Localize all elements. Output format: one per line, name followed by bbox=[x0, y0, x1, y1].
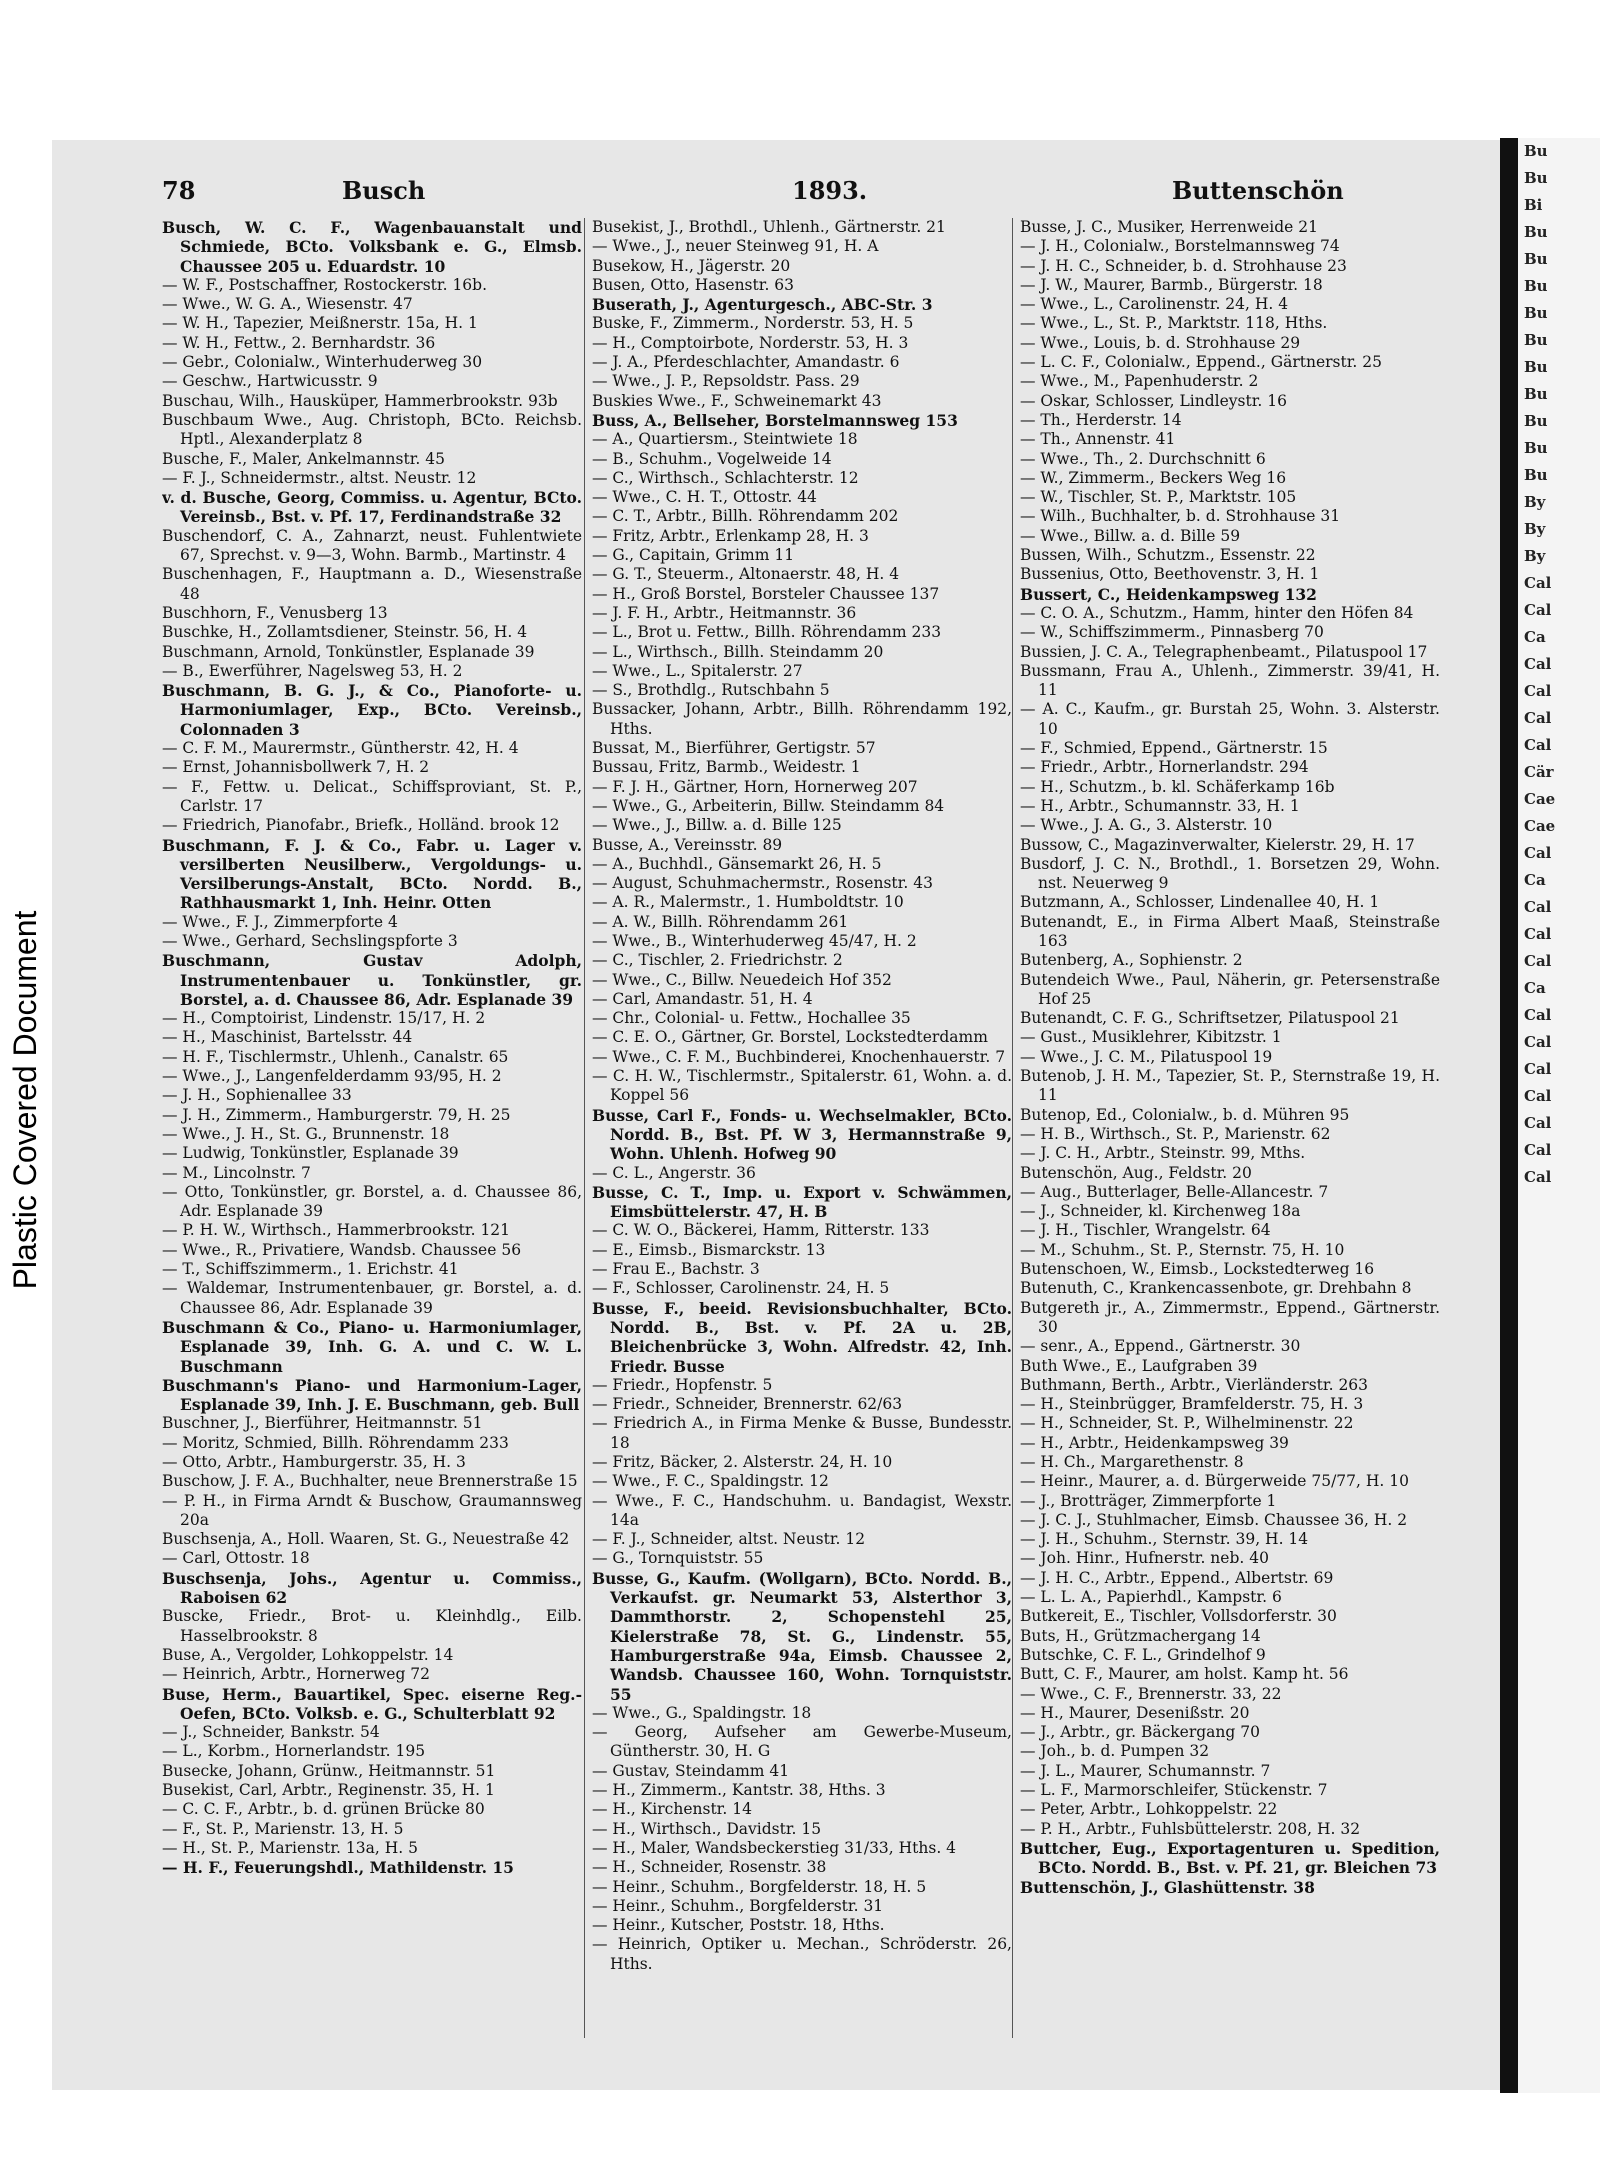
directory-entry: Bussacker, Johann, Arbtr., Billh. Röhrendamm 192, Hths. bbox=[592, 700, 1012, 738]
directory-entry: — H., Wirthsch., Davidstr. 15 bbox=[592, 1819, 822, 1838]
directory-entry: — Joh. Hinr., Hufnerstr. neb. 40 bbox=[1020, 1549, 1269, 1568]
next-page-entry: Ca bbox=[1524, 871, 1546, 889]
column-divider bbox=[1012, 218, 1013, 2038]
directory-entry: — Wwe., J., Billw. a. d. Bille 125 bbox=[592, 816, 842, 835]
directory-entry: — B., Ewerführer, Nagelsweg 53, H. 2 bbox=[162, 661, 463, 680]
directory-entry: — Carl, Amandastr. 51, H. 4 bbox=[592, 989, 813, 1008]
directory-entry: — A. C., Kaufm., gr. Burstah 25, Wohn. 3. Alsterstr. 10 bbox=[1020, 700, 1440, 738]
directory-entry: — C., Tischler, 2. Friedrichstr. 2 bbox=[592, 951, 843, 970]
directory-entry: — M., Schuhm., St. P., Sternstr. 75, H. 10 bbox=[1020, 1240, 1345, 1259]
next-page-entry: Bu bbox=[1524, 277, 1548, 295]
directory-entry: Bussen, Wilh., Schutzm., Essenstr. 22 bbox=[1020, 546, 1316, 565]
directory-entry: Buse, Herm., Bauartikel, Spec. eiserne Reg.-Oefen, BCto. Volksb. e. G., Schulterblatt 92 bbox=[162, 1684, 582, 1723]
directory-entry: — Wwe., Th., 2. Durchschnitt 6 bbox=[1020, 449, 1266, 468]
directory-entry: — Wwe., J. C. M., Pilatuspool 19 bbox=[1020, 1047, 1273, 1066]
next-page-entry: Cal bbox=[1524, 655, 1552, 673]
next-page-entry: Cal bbox=[1524, 1087, 1552, 1105]
directory-entry: Busse, F., beeid. Revisionsbuchhalter, BCto. Nordd. B., Bst. v. Pf. 2A u. 2B, Bleichenbrücke 3, Wohn. Alfredstr. 42, Inh. Friedr. Busse bbox=[592, 1298, 1012, 1376]
directory-entry: Buttenschön, J., Glashüttenstr. 38 bbox=[1020, 1877, 1315, 1897]
directory-entry: — J., Brotträger, Zimmerpforte 1 bbox=[1020, 1491, 1277, 1510]
directory-entry: — August, Schuhmachermstr., Rosenstr. 43 bbox=[592, 874, 933, 893]
directory-entry: — F., St. P., Marienstr. 13, H. 5 bbox=[162, 1819, 404, 1838]
directory-entry: Buschow, J. F. A., Buchhalter, neue Brennerstraße 15 bbox=[162, 1472, 578, 1491]
next-page-entry: Cal bbox=[1524, 709, 1552, 727]
directory-entry: — Heinr., Schuhm., Borgfelderstr. 31 bbox=[592, 1896, 884, 1915]
directory-entry: — Wwe., F. C., Spaldingstr. 12 bbox=[592, 1472, 829, 1491]
directory-entry: — Wwe., L., Spitalerstr. 27 bbox=[592, 661, 803, 680]
next-page-entry: Cal bbox=[1524, 898, 1552, 916]
next-page-entry: Cär bbox=[1524, 763, 1554, 781]
next-page-entry: Ca bbox=[1524, 979, 1546, 997]
directory-entry: — L., Korbm., Hornerlandstr. 195 bbox=[162, 1742, 426, 1761]
directory-entry: — Wwe., W. G. A., Wiesenstr. 47 bbox=[162, 295, 413, 314]
directory-entry: — J. H., Colonialw., Borstelmannsweg 74 bbox=[1020, 237, 1340, 256]
directory-entry: Buss, A., Bellseher, Borstelmannsweg 153 bbox=[592, 410, 958, 430]
directory-entry: — Friedrich, Pianofabr., Briefk., Holländ. brook 12 bbox=[162, 816, 560, 835]
column-3 bbox=[1020, 218, 1440, 2078]
directory-entry: — H., Zimmerm., Kantstr. 38, Hths. 3 bbox=[592, 1781, 886, 1800]
directory-entry: — Wwe., L., Carolinenstr. 24, H. 4 bbox=[1020, 295, 1289, 314]
directory-entry: Butgereth jr., A., Zimmermstr., Eppend., Gärtnerstr. 30 bbox=[1020, 1298, 1440, 1336]
next-page-entry: Cal bbox=[1524, 1141, 1552, 1159]
directory-entry: — H. B., Wirthsch., St. P., Marienstr. 62 bbox=[1020, 1124, 1331, 1143]
directory-entry: Busse, A., Vereinsstr. 89 bbox=[592, 835, 783, 854]
directory-entry: — Heinr., Maurer, a. d. Bürgerweide 75/77, H. 10 bbox=[1020, 1472, 1409, 1491]
directory-entry: — L. F., Marmorschleifer, Stückenstr. 7 bbox=[1020, 1781, 1328, 1800]
directory-entry: — Waldemar, Instrumentenbauer, gr. Borstel, a. d. Chaussee 86, Adr. Esplanade 39 bbox=[162, 1279, 582, 1317]
directory-entry: — Wwe., C. H. T., Ottostr. 44 bbox=[592, 488, 817, 507]
directory-entry: — H., Schneider, Rosenstr. 38 bbox=[592, 1858, 827, 1877]
page-number: 78 bbox=[162, 176, 196, 205]
directory-entry: — Heinrich, Optiker u. Mechan., Schröderstr. 26, Hths. bbox=[592, 1935, 1012, 1973]
header-year: 1893. bbox=[792, 176, 868, 205]
directory-entry: — F. J., Schneider, altst. Neustr. 12 bbox=[592, 1530, 866, 1549]
next-page-entry: Bu bbox=[1524, 304, 1548, 322]
next-page-entry: Bu bbox=[1524, 223, 1548, 241]
directory-entry: — H., Arbtr., Heidenkampsweg 39 bbox=[1020, 1433, 1289, 1452]
directory-entry: Buschmann, B. G. J., & Co., Pianoforte- u. Harmoniumlager, Exp., BCto. Vereinsb., Colonnaden 3 bbox=[162, 681, 582, 739]
directory-entry: Buthmann, Berth., Arbtr., Vierländerstr. 263 bbox=[1020, 1375, 1369, 1394]
directory-entry: — Moritz, Schmied, Billh. Röhrendamm 233 bbox=[162, 1433, 509, 1452]
directory-entry: Butzmann, A., Schlosser, Lindenallee 40, H. 1 bbox=[1020, 893, 1380, 912]
page-header bbox=[52, 176, 1500, 206]
directory-entry: Busen, Otto, Hasenstr. 63 bbox=[592, 275, 795, 294]
next-page-entry: Bi bbox=[1524, 196, 1543, 214]
overlay-label: Plastic Covered Document bbox=[7, 910, 43, 1290]
directory-entry: — Wwe., J. P., Repsoldstr. Pass. 29 bbox=[592, 372, 860, 391]
directory-entry: — Wwe., J. A. G., 3. Alsterstr. 10 bbox=[1020, 816, 1273, 835]
directory-entry: Butenob, J. H. M., Tapezier, St. P., Sternstraße 19, H. 11 bbox=[1020, 1067, 1440, 1105]
column-2 bbox=[592, 218, 1012, 2078]
directory-entry: — Wilh., Buchhalter, b. d. Strohhause 31 bbox=[1020, 507, 1341, 526]
directory-entry: — Ernst, Johannisbollwerk 7, H. 2 bbox=[162, 758, 430, 777]
directory-entry: — E., Eimsb., Bismarckstr. 13 bbox=[592, 1240, 826, 1259]
directory-entry: — Joh., b. d. Pumpen 32 bbox=[1020, 1742, 1210, 1761]
directory-entry: — W. F., Postschaffner, Rostockerstr. 16b. bbox=[162, 275, 488, 294]
directory-entry: Bussau, Fritz, Barmb., Weidestr. 1 bbox=[592, 758, 861, 777]
directory-entry: Buschau, Wilh., Hausküper, Hammerbrookstr. 93b bbox=[162, 391, 558, 410]
directory-entry: Busekow, H., Jägerstr. 20 bbox=[592, 256, 791, 275]
directory-entry: — Geschw., Hartwicusstr. 9 bbox=[162, 372, 378, 391]
next-page-entry: Cal bbox=[1524, 952, 1552, 970]
next-page-entry: Bu bbox=[1524, 169, 1548, 187]
directory-entry: — C. O. A., Schutzm., Hamm, hinter den Höfen 84 bbox=[1020, 603, 1414, 622]
directory-entry: Butendeich Wwe., Paul, Näherin, gr. Petersenstraße Hof 25 bbox=[1020, 970, 1440, 1008]
next-page-entry: By bbox=[1524, 547, 1546, 565]
directory-entry: — F., Fettw. u. Delicat., Schiffsproviant, St. P., Carlstr. 17 bbox=[162, 777, 582, 815]
directory-entry: Butenschoen, W., Eimsb., Lockstedterweg 16 bbox=[1020, 1260, 1375, 1279]
directory-entry: Butenschön, Aug., Feldstr. 20 bbox=[1020, 1163, 1252, 1182]
next-page-entry: Cae bbox=[1524, 817, 1556, 835]
directory-entry: — H., Comptoirist, Lindenstr. 15/17, H. 2 bbox=[162, 1009, 486, 1028]
next-page-entry: Cal bbox=[1524, 1060, 1552, 1078]
next-page-entry: Bu bbox=[1524, 250, 1548, 268]
directory-entry: — A. R., Malermstr., 1. Humboldtstr. 10 bbox=[592, 893, 904, 912]
directory-entry: — J. C. J., Stuhlmacher, Eimsb. Chaussee 36, H. 2 bbox=[1020, 1510, 1408, 1529]
header-right-term: Buttenschön bbox=[1172, 176, 1344, 205]
directory-entry: Buschmann, Gustav Adolph, Instrumentenbauer u. Tonkünstler, gr. Borstel, a. d. Chaussee 86, Adr. Esplanade 39 bbox=[162, 951, 582, 1009]
directory-entry: Butenandt, E., in Firma Albert Maaß, Steinstraße 163 bbox=[1020, 912, 1440, 950]
directory-entry: — C. F. M., Maurermstr., Güntherstr. 42, H. 4 bbox=[162, 739, 519, 758]
directory-entry: — Heinr., Kutscher, Poststr. 18, Hths. bbox=[592, 1916, 885, 1935]
directory-entry: Bussat, M., Bierführer, Gertigstr. 57 bbox=[592, 739, 876, 758]
directory-entry: — Wwe., L., St. P., Marktstr. 118, Hths. bbox=[1020, 314, 1328, 333]
directory-entry: — Gustav, Steindamm 41 bbox=[592, 1761, 790, 1780]
directory-entry: — G., Tornquiststr. 55 bbox=[592, 1549, 764, 1568]
directory-entry: Busse, Carl F., Fonds- u. Wechselmakler, BCto. Nordd. B., Bst. Pf. W 3, Hermannstraße 9, Wohn. Uhlenh. Hofweg 90 bbox=[592, 1105, 1012, 1164]
directory-entry: Butschke, C. F. L., Grindelhof 9 bbox=[1020, 1645, 1266, 1664]
directory-entry: Bussien, J. C. A., Telegraphenbeamt., Pilatuspool 17 bbox=[1020, 642, 1428, 661]
next-page-entry: Cal bbox=[1524, 1033, 1552, 1051]
directory-entry: Buschmann & Co., Piano- u. Harmoniumlager, Esplanade 39, Inh. G. A. und C. W. L. Buschmann bbox=[162, 1317, 582, 1376]
next-page-entry: Bu bbox=[1524, 385, 1548, 403]
directory-entry: — Th., Herderstr. 14 bbox=[1020, 410, 1182, 429]
directory-entry: Bussenius, Otto, Beethovenstr. 3, H. 1 bbox=[1020, 565, 1320, 584]
directory-entry: — J. H., Schuhm., Sternstr. 39, H. 14 bbox=[1020, 1530, 1309, 1549]
directory-entry: — H., St. P., Marienstr. 13a, H. 5 bbox=[162, 1838, 418, 1857]
directory-entry: — Wwe., J., neuer Steinweg 91, H. A bbox=[592, 237, 879, 256]
directory-entry: Buts, H., Grützmachergang 14 bbox=[1020, 1626, 1261, 1645]
next-page-fragment bbox=[1518, 138, 1600, 2093]
directory-entry: Buskies Wwe., F., Schweinemarkt 43 bbox=[592, 391, 882, 410]
next-page-entry: Cal bbox=[1524, 1114, 1552, 1132]
directory-entry: — W., Zimmerm., Beckers Weg 16 bbox=[1020, 468, 1287, 487]
directory-entry: — H., Schutzm., b. kl. Schäferkamp 16b bbox=[1020, 777, 1335, 796]
directory-entry: — P. H. W., Wirthsch., Hammerbrookstr. 121 bbox=[162, 1221, 511, 1240]
directory-entry: — G. T., Steuerm., Altonaerstr. 48, H. 4 bbox=[592, 565, 900, 584]
column-divider bbox=[584, 218, 585, 2038]
page-gutter bbox=[1500, 138, 1518, 2093]
directory-entry: Busche, F., Maler, Ankelmannstr. 45 bbox=[162, 449, 446, 468]
directory-entry: — S., Brothdlg., Rutschbahn 5 bbox=[592, 681, 830, 700]
directory-entry: Busse, G., Kaufm. (Wollgarn), BCto. Nordd. B., Verkaufst. gr. Neumarkt 53, Alsterthor 3, Dammthorstr. 2, Schopenstehl 25, Kielerstraße 78, St. G., Lindenstr. 55, Hamburgerstraße 94a, Eimsb. Chaussee 2, Wandsb. Chaussee 160, Wohn. Tornquiststr. 55 bbox=[592, 1568, 1012, 1704]
directory-entry: — J. H. C., Arbtr., Eppend., Albertstr. 69 bbox=[1020, 1568, 1334, 1587]
directory-entry: — Otto, Tonkünstler, gr. Borstel, a. d. Chaussee 86, Adr. Esplanade 39 bbox=[162, 1182, 582, 1221]
directory-entry: — H. F., Tischlermstr., Uhlenh., Canalstr. 65 bbox=[162, 1047, 509, 1066]
directory-entry: — J. H., Zimmerm., Hamburgerstr. 79, H. 25 bbox=[162, 1105, 511, 1124]
directory-entry: — F. J. H., Gärtner, Horn, Hornerweg 207 bbox=[592, 777, 918, 796]
directory-entry: Buscke, Friedr., Brot- u. Kleinhdlg., Eilb. Hasselbrookstr. 8 bbox=[162, 1607, 582, 1645]
directory-entry: — F., Schmied, Eppend., Gärtnerstr. 15 bbox=[1020, 739, 1328, 758]
directory-entry: Buschbaum Wwe., Aug. Christoph, BCto. Reichsb. Hptl., Alexanderplatz 8 bbox=[162, 410, 582, 449]
directory-entry: — Gebr., Colonialw., Winterhuderweg 30 bbox=[162, 353, 483, 372]
next-page-entry: By bbox=[1524, 520, 1546, 538]
directory-entry: — Oskar, Schlosser, Lindleystr. 16 bbox=[1020, 391, 1288, 410]
directory-entry: Butenandt, C. F. G., Schriftsetzer, Pilatuspool 21 bbox=[1020, 1009, 1400, 1028]
directory-entry: Buttcher, Eug., Exportagenturen u. Spedition, BCto. Nordd. B., Bst. v. Pf. 21, gr. Bleichen 73 bbox=[1020, 1838, 1440, 1878]
directory-entry: — Wwe., M., Papenhuderstr. 2 bbox=[1020, 372, 1259, 391]
directory-entry: — Wwe., F. J., Zimmerpforte 4 bbox=[162, 912, 398, 931]
directory-entry: — Wwe., B., Winterhuderweg 45/47, H. 2 bbox=[592, 931, 917, 950]
directory-entry: Busekist, Carl, Arbtr., Reginenstr. 35, H. 1 bbox=[162, 1781, 495, 1800]
directory-entry: — Fritz, Arbtr., Erlenkamp 28, H. 3 bbox=[592, 526, 869, 545]
directory-entry: — J. W., Maurer, Barmb., Bürgerstr. 18 bbox=[1020, 275, 1323, 294]
directory-entry: — J. C. H., Arbtr., Steinstr. 99, Mths. bbox=[1020, 1144, 1306, 1163]
directory-entry: — B., Schuhm., Vogelweide 14 bbox=[592, 449, 832, 468]
header-left-term: Busch bbox=[342, 176, 426, 205]
next-page-entry: Cal bbox=[1524, 736, 1552, 754]
next-page-entry: Cal bbox=[1524, 925, 1552, 943]
directory-entry: — Friedr., Schneider, Brennerstr. 62/63 bbox=[592, 1395, 903, 1414]
directory-entry: v. d. Busche, Georg, Commiss. u. Agentur, BCto. Vereinsb., Bst. v. Pf. 17, Ferdinandstraße 32 bbox=[162, 488, 582, 527]
directory-entry: — W. H., Tapezier, Meißnerstr. 15a, H. 1 bbox=[162, 314, 478, 333]
directory-entry: Busch, W. C. F., Wagenbauanstalt und Schmiede, BCto. Volksbank e. G., Elmsb. Chaussee 205 u. Eduardstr. 10 bbox=[162, 218, 582, 276]
next-page-entry: By bbox=[1524, 493, 1546, 511]
directory-entry: — H., Groß Borstel, Borsteler Chaussee 137 bbox=[592, 584, 940, 603]
directory-entry: — A. W., Billh. Röhrendamm 261 bbox=[592, 912, 849, 931]
directory-entry: — A., Quartiersm., Steintwiete 18 bbox=[592, 430, 858, 449]
directory-entry: Busse, C. T., Imp. u. Export v. Schwämmen, Eimsbüttelerstr. 47, H. B bbox=[592, 1182, 1012, 1222]
next-page-entry: Ca bbox=[1524, 628, 1546, 646]
directory-entry: Buschner, J., Bierführer, Heitmannstr. 51 bbox=[162, 1414, 483, 1433]
directory-entry: Buth Wwe., E., Laufgraben 39 bbox=[1020, 1356, 1258, 1375]
directory-entry: — Chr., Colonial- u. Fettw., Hochallee 35 bbox=[592, 1009, 911, 1028]
directory-entry: — Gust., Musiklehrer, Kibitzstr. 1 bbox=[1020, 1028, 1282, 1047]
directory-entry: Butenberg, A., Sophienstr. 2 bbox=[1020, 951, 1243, 970]
directory-entry: — J., Schneider, Bankstr. 54 bbox=[162, 1723, 380, 1742]
directory-entry: — C. C. F., Arbtr., b. d. grünen Brücke 80 bbox=[162, 1800, 485, 1819]
directory-entry: — Wwe., C., Billw. Neuedeich Hof 352 bbox=[592, 970, 892, 989]
next-page-entry: Cae bbox=[1524, 790, 1556, 808]
directory-entry: Bussow, C., Magazinverwalter, Kielerstr. 29, H. 17 bbox=[1020, 835, 1415, 854]
directory-entry: — P. H., in Firma Arndt & Buschow, Graumannsweg 20a bbox=[162, 1491, 582, 1529]
directory-entry: — H., Schneider, St. P., Wilhelminenstr. 22 bbox=[1020, 1414, 1354, 1433]
directory-entry: — Frau E., Bachstr. 3 bbox=[592, 1260, 760, 1279]
next-page-entry: Cal bbox=[1524, 1168, 1552, 1186]
directory-entry: — A., Buchhdl., Gänsemarkt 26, H. 5 bbox=[592, 854, 882, 873]
directory-entry: — Wwe., R., Privatiere, Wandsb. Chaussee 56 bbox=[162, 1240, 522, 1259]
directory-entry: — T., Schiffszimmerm., 1. Erichstr. 41 bbox=[162, 1260, 459, 1279]
directory-entry: Butenop, Ed., Colonialw., b. d. Mühren 95 bbox=[1020, 1105, 1350, 1124]
next-page-entry: Cal bbox=[1524, 574, 1552, 592]
column-1 bbox=[162, 218, 582, 2078]
directory-entry: — J. H. C., Schneider, b. d. Strohhause 23 bbox=[1020, 256, 1347, 275]
directory-entry: — W. H., Fettw., 2. Bernhardstr. 36 bbox=[162, 333, 436, 352]
directory-entry: — Otto, Arbtr., Hamburgerstr. 35, H. 3 bbox=[162, 1453, 466, 1471]
directory-entry: — L., Wirthsch., Billh. Steindamm 20 bbox=[592, 642, 884, 661]
directory-entry: Bussert, C., Heidenkampsweg 132 bbox=[1020, 584, 1317, 604]
directory-entry: — C. H. W., Tischlermstr., Spitalerstr. 61, Wohn. a. d. Koppel 56 bbox=[592, 1067, 1012, 1105]
directory-entry: — Wwe., C. F. M., Buchbinderei, Knochenhauerstr. 7 bbox=[592, 1047, 1006, 1066]
directory-entry: Bussmann, Frau A., Uhlenh., Zimmerstr. 39/41, H. 11 bbox=[1020, 661, 1440, 700]
next-page-entry: Bu bbox=[1524, 412, 1548, 430]
directory-entry: Buschke, H., Zollamtsdiener, Steinstr. 56, H. 4 bbox=[162, 623, 528, 642]
directory-entry: — P. H., Arbtr., Fuhlsbüttelerstr. 208, H. 32 bbox=[1020, 1819, 1361, 1838]
directory-entry: — F., Schlosser, Carolinenstr. 24, H. 5 bbox=[592, 1279, 890, 1298]
directory-page bbox=[52, 140, 1500, 2090]
directory-entry: — G., Capitain, Grimm 11 bbox=[592, 546, 795, 565]
directory-entry: — H. Ch., Margarethenstr. 8 bbox=[1020, 1453, 1244, 1471]
next-page-entry: Bu bbox=[1524, 439, 1548, 457]
directory-entry: — Th., Annenstr. 41 bbox=[1020, 430, 1176, 449]
directory-entry: — C. T., Arbtr., Billh. Röhrendamm 202 bbox=[592, 507, 899, 526]
directory-entry: — H., Steinbrügger, Bramfelderstr. 75, H. 3 bbox=[1020, 1395, 1364, 1414]
directory-entry: Buschmann, F. J. & Co., Fabr. u. Lager v. versilberten Neusilberw., Vergoldungs- u. Versilberungs-Anstalt, BCto. Nordd. B., Rathhausmarkt 1, Inh. Heinr. Otten bbox=[162, 835, 582, 913]
directory-entry: Buserath, J., Agenturgesch., ABC-Str. 3 bbox=[592, 295, 933, 315]
directory-entry: — W., Tischler, St. P., Marktstr. 105 bbox=[1020, 488, 1297, 507]
directory-entry: — Aug., Butterlager, Belle-Allancestr. 7 bbox=[1020, 1182, 1329, 1201]
sidebar-strip bbox=[0, 0, 50, 2177]
directory-entry: — H. F., Feuerungshdl., Mathildenstr. 15 bbox=[162, 1858, 514, 1878]
directory-entry: — J. L., Maurer, Schumannstr. 7 bbox=[1020, 1761, 1271, 1780]
directory-entry: — L. C. F., Colonialw., Eppend., Gärtnerstr. 25 bbox=[1020, 353, 1382, 372]
directory-entry: — J., Schneider, kl. Kirchenweg 18a bbox=[1020, 1202, 1301, 1221]
directory-entry: — H., Maurer, Desenißstr. 20 bbox=[1020, 1703, 1250, 1722]
directory-entry: Buse, A., Vergolder, Lohkoppelstr. 14 bbox=[162, 1645, 454, 1664]
directory-entry: — Georg, Aufseher am Gewerbe-Museum, Güntherstr. 30, H. G bbox=[592, 1723, 1012, 1761]
next-page-entry: Cal bbox=[1524, 1006, 1552, 1024]
directory-entry: — Peter, Arbtr., Lohkoppelstr. 22 bbox=[1020, 1800, 1278, 1819]
directory-entry: — Heinr., Schuhm., Borgfelderstr. 18, H. 5 bbox=[592, 1877, 927, 1896]
directory-entry: — C., Wirthsch., Schlachterstr. 12 bbox=[592, 468, 859, 487]
directory-entry: Buschsenja, A., Holl. Waaren, St. G., Neuestraße 42 bbox=[162, 1530, 570, 1549]
directory-entry: Busecke, Johann, Grünw., Heitmannstr. 51 bbox=[162, 1761, 496, 1780]
directory-entry: — Carl, Ottostr. 18 bbox=[162, 1549, 310, 1568]
directory-entry: Butt, C. F., Maurer, am holst. Kamp ht. 56 bbox=[1020, 1665, 1349, 1684]
directory-entry: — Wwe., G., Spaldingstr. 18 bbox=[592, 1703, 812, 1722]
directory-entry: — J. H., Tischler, Wrangelstr. 64 bbox=[1020, 1221, 1271, 1240]
next-page-entry: Bu bbox=[1524, 466, 1548, 484]
directory-entry: Busdorf, J. C. N., Brothdl., 1. Borsetzen 29, Wohn. nst. Neuerweg 9 bbox=[1020, 854, 1440, 893]
next-page-entry: Bu bbox=[1524, 142, 1548, 160]
directory-entry: — W., Schiffszimmerm., Pinnasberg 70 bbox=[1020, 623, 1324, 642]
directory-entry: — H., Maschinist, Bartelsstr. 44 bbox=[162, 1028, 413, 1047]
directory-entry: — C. W. O., Bäckerei, Hamm, Ritterstr. 133 bbox=[592, 1221, 930, 1240]
next-page-entry: Bu bbox=[1524, 358, 1548, 376]
directory-entry: Busekist, J., Brothdl., Uhlenh., Gärtnerstr. 21 bbox=[592, 218, 946, 236]
directory-entry: Buschhorn, F., Venusberg 13 bbox=[162, 603, 388, 622]
directory-entry: — H., Kirchenstr. 14 bbox=[592, 1800, 752, 1819]
directory-entry: — J. A., Pferdeschlachter, Amandastr. 6 bbox=[592, 353, 900, 372]
directory-entry: — Friedr., Hopfenstr. 5 bbox=[592, 1375, 773, 1394]
directory-entry: — L., Brot u. Fettw., Billh. Röhrendamm 233 bbox=[592, 623, 942, 642]
directory-entry: — C. E. O., Gärtner, Gr. Borstel, Lockstedterdamm bbox=[592, 1028, 988, 1047]
directory-entry: — Wwe., G., Arbeiterin, Billw. Steindamm 84 bbox=[592, 796, 945, 815]
directory-entry: Buske, F., Zimmerm., Norderstr. 53, H. 5 bbox=[592, 314, 914, 333]
directory-entry: Butkereit, E., Tischler, Vollsdorferstr. 30 bbox=[1020, 1607, 1337, 1626]
directory-entry: — F. J., Schneidermstr., altst. Neustr. 12 bbox=[162, 468, 477, 487]
directory-entry: — Wwe., Gerhard, Sechslingspforte 3 bbox=[162, 931, 458, 950]
directory-entry: — Friedr., Arbtr., Hornerlandstr. 294 bbox=[1020, 758, 1309, 777]
directory-entry: — H., Comptoirbote, Norderstr. 53, H. 3 bbox=[592, 333, 909, 352]
directory-entry: — Friedrich A., in Firma Menke & Busse, Bundesstr. 18 bbox=[592, 1414, 1012, 1452]
directory-entry: Buschendorf, C. A., Zahnarzt, neust. Fuhlentwiete 67, Sprechst. v. 9—3, Wohn. Barmb., Martinstr. 4 bbox=[162, 526, 582, 565]
directory-entry: Busse, J. C., Musiker, Herrenweide 21 bbox=[1020, 218, 1318, 236]
directory-entry: — H., Arbtr., Schumannstr. 33, H. 1 bbox=[1020, 796, 1300, 815]
directory-entry: — Wwe., J., Langenfelderdamm 93/95, H. 2 bbox=[162, 1067, 502, 1086]
directory-entry: — H., Maler, Wandsbeckerstieg 31/33, Hths. 4 bbox=[592, 1838, 957, 1857]
directory-entry: Buschmann, Arnold, Tonkünstler, Esplanade 39 bbox=[162, 642, 535, 661]
next-page-entry: Cal bbox=[1524, 682, 1552, 700]
directory-entry: — Wwe., J. H., St. G., Brunnenstr. 18 bbox=[162, 1124, 450, 1143]
directory-entry: — J. F. H., Arbtr., Heitmannstr. 36 bbox=[592, 603, 857, 622]
next-page-entry: Bu bbox=[1524, 331, 1548, 349]
next-page-entry: Cal bbox=[1524, 844, 1552, 862]
directory-entry: — Wwe., Billw. a. d. Bille 59 bbox=[1020, 526, 1241, 545]
directory-entry: Buschenhagen, F., Hauptmann a. D., Wiesenstraße 48 bbox=[162, 565, 582, 603]
next-page-entry: Cal bbox=[1524, 601, 1552, 619]
directory-entry: — Ludwig, Tonkünstler, Esplanade 39 bbox=[162, 1144, 459, 1163]
directory-entry: — C. L., Angerstr. 36 bbox=[592, 1163, 756, 1182]
directory-entry: — Wwe., Louis, b. d. Strohhause 29 bbox=[1020, 333, 1301, 352]
directory-entry: Buschsenja, Johs., Agentur u. Commiss., Raboisen 62 bbox=[162, 1568, 582, 1608]
directory-entry: — J. H., Sophienallee 33 bbox=[162, 1086, 352, 1105]
directory-entry: — J., Arbtr., gr. Bäckergang 70 bbox=[1020, 1723, 1260, 1742]
directory-entry: — Heinrich, Arbtr., Hornerweg 72 bbox=[162, 1665, 431, 1684]
directory-entry: Butenuth, C., Krankencassenbote, gr. Drehbahn 8 bbox=[1020, 1279, 1412, 1298]
directory-entry: — senr., A., Eppend., Gärtnerstr. 30 bbox=[1020, 1337, 1301, 1356]
directory-entry: Buschmann's Piano- und Harmonium-Lager, Esplanade 39, Inh. J. E. Buschmann, geb. Bull bbox=[162, 1375, 582, 1415]
directory-entry: — Fritz, Bäcker, 2. Alsterstr. 24, H. 10 bbox=[592, 1453, 893, 1471]
directory-entry: — Wwe., F. C., Handschuhm. u. Bandagist, Wexstr. 14a bbox=[592, 1491, 1012, 1529]
directory-entry: — L. L. A., Papierhdl., Kampstr. 6 bbox=[1020, 1588, 1282, 1607]
directory-entry: — Wwe., C. F., Brennerstr. 33, 22 bbox=[1020, 1684, 1282, 1703]
directory-entry: — M., Lincolnstr. 7 bbox=[162, 1163, 311, 1182]
